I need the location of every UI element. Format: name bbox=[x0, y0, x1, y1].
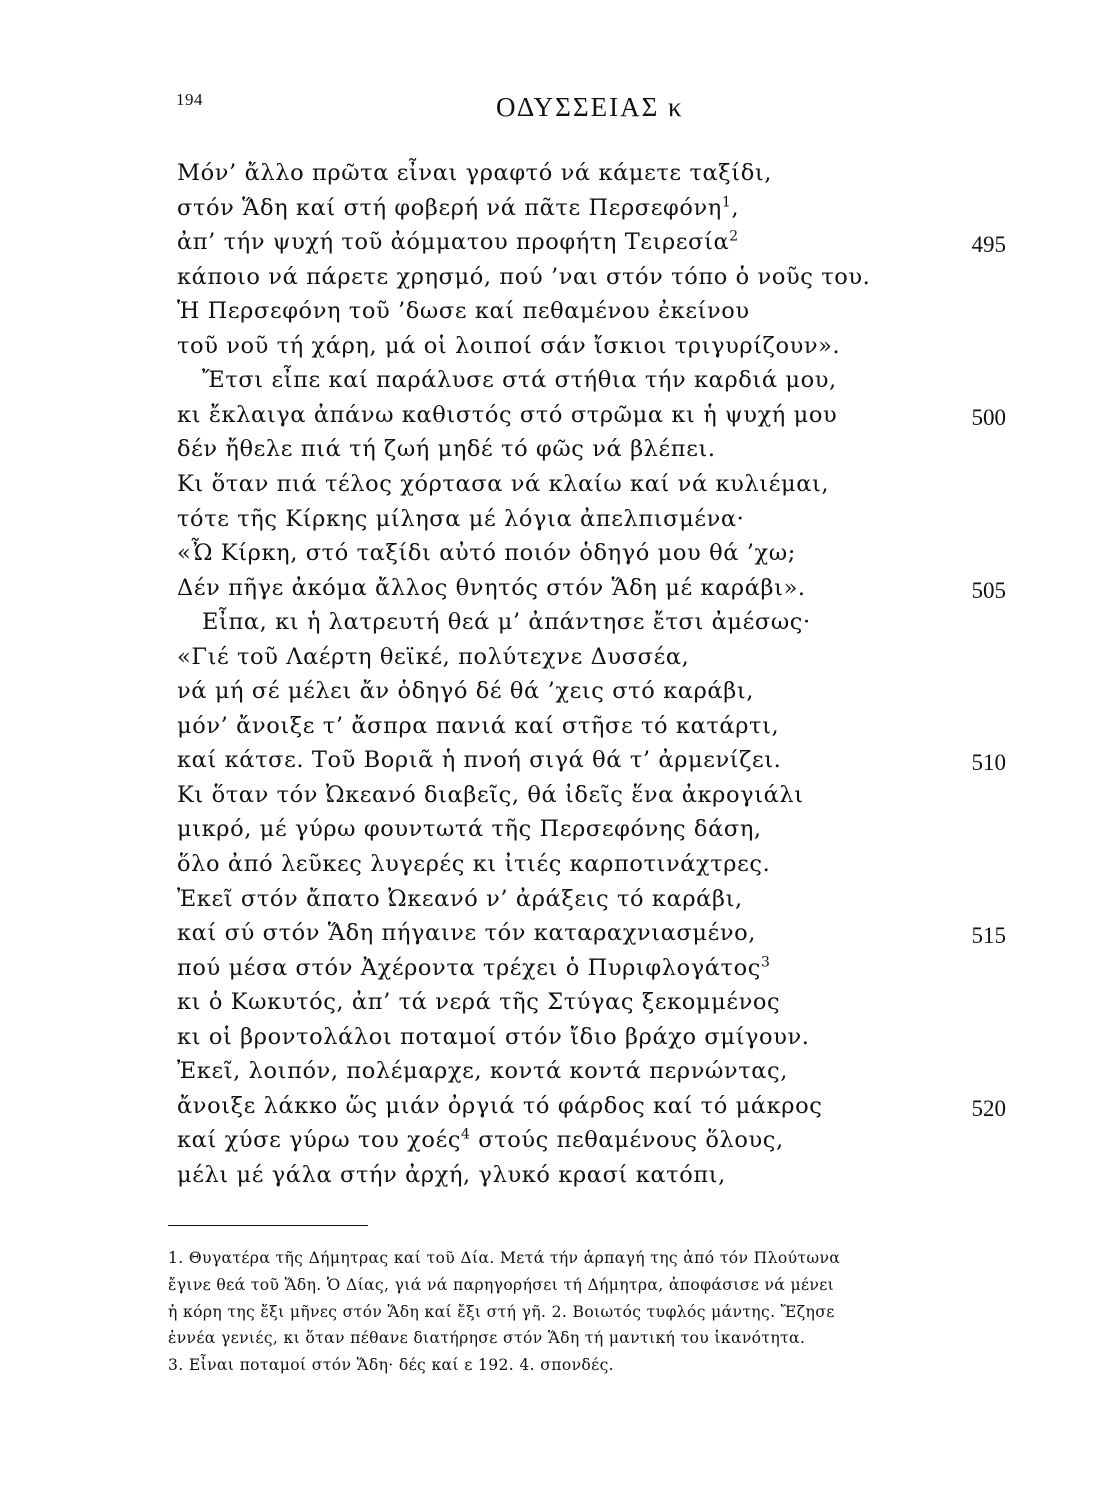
verse-text: «Ὦ Κίρκη, στό ταξίδι αὐτό ποιόν ὁδηγό μου θά ’χω; bbox=[177, 540, 796, 567]
footnote-divider bbox=[168, 1225, 368, 1226]
verse-text: Κι ὅταν πιά τέλος χόρτασα νά κλαίω καί νά κυλιέμαι, bbox=[177, 470, 830, 497]
verse-line bbox=[202, 611, 811, 634]
verse-text: Εἶπα, κι ἡ λατρευτή θεά μ’ ἀπάντησε ἔτσι ἀμέσως· bbox=[202, 609, 811, 636]
verse-line bbox=[177, 1126, 784, 1154]
verse-line bbox=[177, 263, 871, 290]
verse-text-tail: στούς πεθαμένους ὅλους, bbox=[470, 1127, 784, 1154]
verse-text: κι ἔκλαιγα ἀπάνω καθιστός στό στρῶμα κι ἡ ψυχή μου bbox=[177, 401, 838, 428]
verse-text: καί χύσε γύρω του χοές bbox=[177, 1127, 462, 1154]
footnote-line: 3. Εἶναι ποταμοί στόν Ἅδη· δές καί ε 192. 4. σπονδές. bbox=[168, 1356, 614, 1375]
footnote-marker: 1 bbox=[721, 194, 732, 211]
verse-text: ὅλο ἀπό λεῦκες λυγερές κι ἰτιές καρποτινάχτρες. bbox=[177, 851, 771, 877]
verse-line bbox=[177, 1023, 810, 1050]
verse-text: στόν Ἅδη καί στή φοβερή νά πᾶτε Περσεφόνη bbox=[177, 194, 722, 221]
verse-line bbox=[177, 1060, 788, 1083]
verse-line bbox=[177, 853, 770, 876]
line-number: 515 bbox=[971, 923, 1006, 949]
verse-line bbox=[177, 885, 743, 912]
verse-line bbox=[177, 470, 830, 497]
verse-line bbox=[177, 680, 754, 703]
verse-line bbox=[177, 228, 739, 256]
verse-line bbox=[202, 369, 837, 392]
footnote-line: 1. Θυγατέρα τῆς Δήμητρας καί τοῦ Δία. Μετά τήν ἁρπαγή της ἀπό τόν Πλούτωνα bbox=[168, 1249, 841, 1267]
verse-line bbox=[177, 505, 745, 532]
verse-text: νά μή σέ μέλει ἄν ὁδηγό δέ θά ’χεις στό καράβι, bbox=[177, 678, 754, 705]
verse-line bbox=[177, 300, 750, 323]
line-number: 495 bbox=[971, 232, 1006, 258]
verse-line bbox=[177, 574, 806, 601]
verse-text-tail: , bbox=[731, 194, 740, 221]
verse-text: μέλι μέ γάλα στήν ἀρχή, γλυκό κρασί κατόπι, bbox=[177, 1161, 726, 1188]
verse-text: Ἐκεῖ στόν ἄπατο Ὠκεανό ν’ ἀράξεις τό καράβι, bbox=[177, 885, 743, 912]
verse-text: Ἡ Περσεφόνη τοῦ ’δωσε καί πεθαμένου ἐκείνου bbox=[177, 298, 750, 325]
footnote-line: ἔγινε θεά τοῦ Ἅδη. Ὁ Δίας, γιά νά παρηγορήσει τή Δήμητρα, ἀποφάσισε νά μένει bbox=[168, 1275, 835, 1294]
page-number: 194 bbox=[176, 90, 203, 109]
verse-text: Μόν’ ἄλλο πρῶτα εἶναι γραφτό νά κάμετε ταξίδι, bbox=[177, 160, 773, 186]
footnote-line: ἐννέα γενιές, κι ὅταν πέθανε διατήρησε στόν Ἅδη τή μαντική του ἱκανότητα. bbox=[168, 1329, 806, 1348]
footnote-marker: 2 bbox=[729, 228, 739, 245]
verse-line bbox=[177, 332, 841, 359]
verse-text: μικρό, μέ γύρω φουντωτά τῆς Περσεφόνης δάση, bbox=[177, 816, 762, 843]
verse-line bbox=[177, 401, 838, 428]
verse-line bbox=[177, 162, 772, 185]
verse-text: «Γιέ τοῦ Λαέρτη θεϊκέ, πολύτεχνε Δυσσέα, bbox=[177, 643, 690, 670]
verse-text: ἄνοιξε λάκκο ὥς μιάν ὀργιά τό φάρδος καί τό μάκρος bbox=[177, 1092, 823, 1119]
verse-line bbox=[177, 1092, 823, 1119]
verse-text: τοῦ νοῦ τή χάρη, μά οἱ λοιποί σάν ἴσκιοι τριγυρίζουν». bbox=[177, 332, 841, 359]
verse-line bbox=[177, 194, 740, 221]
verse-text: ἀπ’ τήν ψυχή τοῦ ἀόμματου προφήτη Τειρεσία bbox=[177, 229, 730, 256]
verse-text: καί σύ στόν Ἅδη πήγαινε τόν καταραχνιασμένο, bbox=[177, 920, 757, 947]
verse-line bbox=[177, 922, 756, 945]
line-number: 505 bbox=[971, 577, 1006, 603]
verse-text: Δέν πῆγε ἀκόμα ἄλλος θνητός στόν Ἅδη μέ καράβι». bbox=[177, 574, 806, 601]
verse-text: Κι ὅταν τόν Ὠκεανό διαβεῖς, θά ἰδεῖς ἕνα ἀκρογιάλι bbox=[177, 781, 804, 808]
verse-line bbox=[177, 818, 762, 841]
footnote-line: ἡ κόρη της ἔξι μῆνες στόν Ἅδη καί ἔξι στή γῆ. 2. Βοιωτός τυφλός μάντης. Ἔζησε bbox=[168, 1302, 835, 1321]
verse-text: κι οἱ βροντολάλοι ποταμοί στόν ἴδιο βράχο σμίγουν. bbox=[177, 1023, 810, 1050]
line-number: 520 bbox=[971, 1095, 1006, 1121]
verse-text: δέν ἤθελε πιά τή ζωή μηδέ τό φῶς νά βλέπει. bbox=[177, 436, 716, 463]
verse-line bbox=[177, 643, 690, 670]
running-head: ΟΔΥΣΣΕΙΑΣ κ bbox=[496, 92, 684, 122]
verse-text: Ἐκεῖ, λοιπόν, πολέμαρχε, κοντά κοντά περνώντας, bbox=[177, 1058, 789, 1085]
verse-line bbox=[177, 542, 796, 565]
verse-line bbox=[177, 1161, 726, 1188]
line-number: 510 bbox=[971, 750, 1006, 776]
verse-line bbox=[177, 991, 780, 1014]
verse-text: Ἔτσι εἶπε καί παράλυσε στά στήθια τήν καρδιά μου, bbox=[202, 367, 837, 394]
verse-text: καί κάτσε. Τοῦ Βοριᾶ ἡ πνοή σιγά θά τ’ ἀρμενίζει. bbox=[177, 747, 782, 774]
verse-text: κάποιο νά πάρετε χρησμό, πού ’ναι στόν τόπο ὁ νοῦς του. bbox=[177, 263, 871, 290]
footnote-marker: 4 bbox=[461, 1126, 471, 1143]
verse-text: πού μέσα στόν Ἀχέροντα τρέχει ὁ Πυριφλογάτος bbox=[177, 954, 761, 981]
verse-line bbox=[177, 954, 771, 981]
verse-line bbox=[177, 438, 716, 461]
footnote-marker: 3 bbox=[760, 954, 771, 971]
verse-line bbox=[177, 781, 804, 808]
verse-line bbox=[177, 749, 781, 772]
line-number: 500 bbox=[971, 404, 1006, 430]
verse-text: μόν’ ἄνοιξε τ’ ἄσπρα πανιά καί στῆσε τό κατάρτι, bbox=[177, 712, 780, 739]
verse-text: κι ὁ Κωκυτός, ἀπ’ τά νερά τῆς Στύγας ξεκομμένος bbox=[177, 989, 781, 1016]
verse-text: τότε τῆς Κίρκης μίλησα μέ λόγια ἀπελπισμένα· bbox=[177, 505, 745, 532]
verse-line bbox=[177, 712, 780, 739]
